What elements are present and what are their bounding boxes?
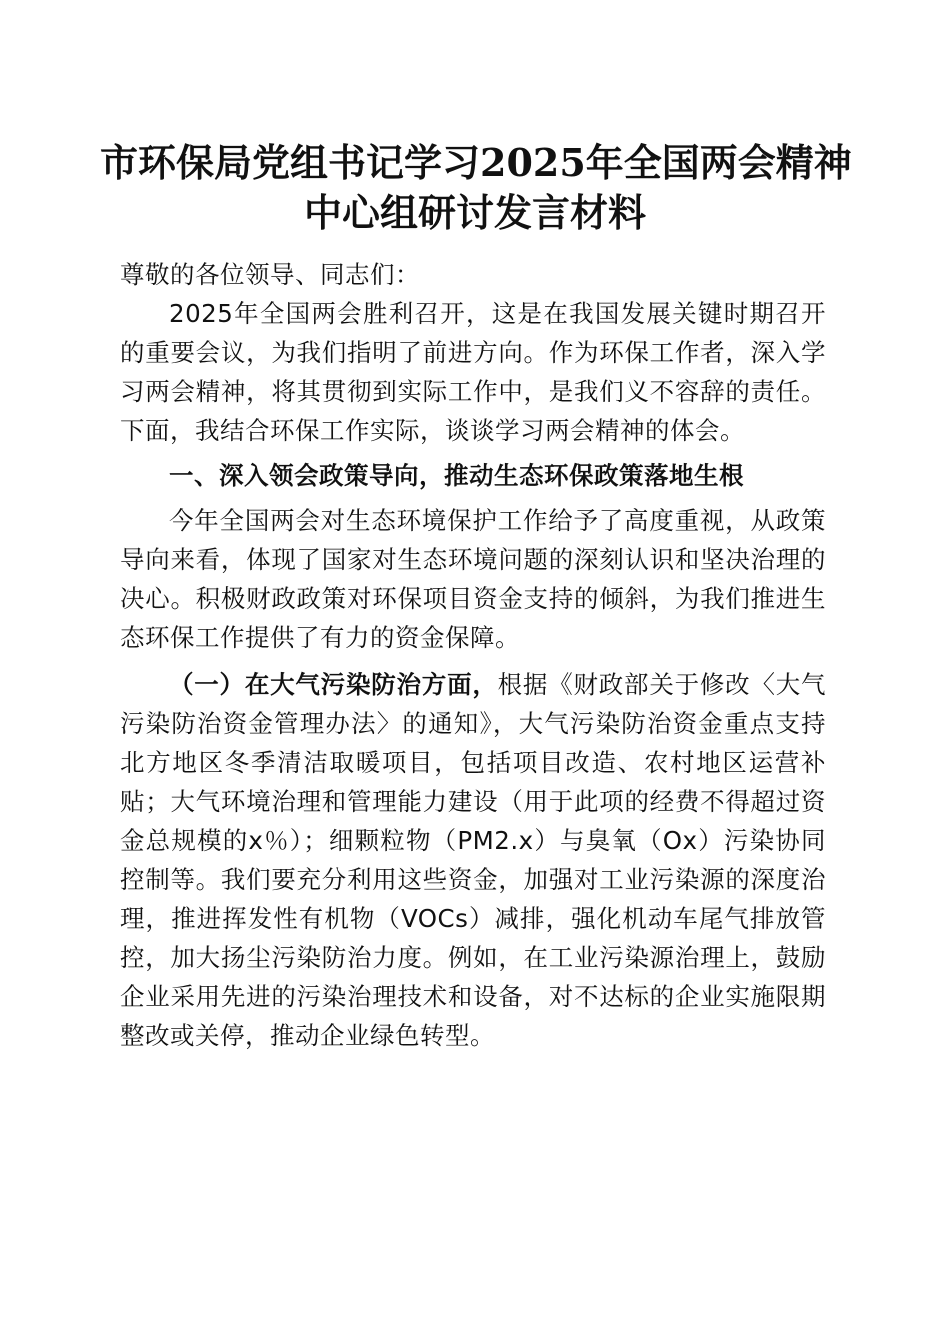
section-1-heading: 一、深入领会政策导向，推动生态环保政策落地生根 [169,461,744,490]
section-1-paragraph: 今年全国两会对生态环境保护工作给予了高度重视，从政策导向来看，体现了国家对生态环境问题的深刻认识和坚决治理的决心。积极财政政策对环保项目资金支持的倾斜，为我们推进生态环保工作提供了有力的资金保障。 [120,506,826,652]
subsection-1-text: 根据《财政部关于修改〈大气污染防治资金管理办法〉的通知》，大气污染防治资金重点支持北方地区冬季清洁取暖项目，包括项目改造、农村地区运营补贴；大气环境治理和管理能力建设（用于此项的经费不得超过资金总规模的x％）；细颗粒物（PM2.x）与臭氧（Ox）污染协同控制等。我们要充分利用这些资金，加强对工业污染源的深度治理，推进挥发性有机物（VOCs）减排，强化机动车尾气排放管控，加大扬尘污染防治力度。例如，在工业污染源治理上，鼓励企业采用先进的污染治理技术和设备，对不达标的企业实施限期整改或关停，推动企业绿色转型。 [120,670,826,1050]
title-line-1: 市环保局党组书记学习2025年全国两会精神 [100,140,852,185]
document-body [120,255,826,1055]
intro-paragraph: 2025年全国两会胜利召开，这是在我国发展关键时期召开的重要会议，为我们指明了前进方向。作为环保工作者，深入学习两会精神，将其贯彻到实际工作中，是我们义不容辞的责任。下面，我结合环保工作实际，谈谈学习两会精神的体会。 [120,299,826,445]
document-title [100,138,850,238]
salutation: 尊敬的各位领导、同志们： [120,260,420,289]
subsection-1-paragraph [120,665,826,1055]
title-line-2: 中心组研讨发言材料 [303,190,646,235]
subsection-1-lead: （一）在大气污染防治方面， [169,670,498,699]
